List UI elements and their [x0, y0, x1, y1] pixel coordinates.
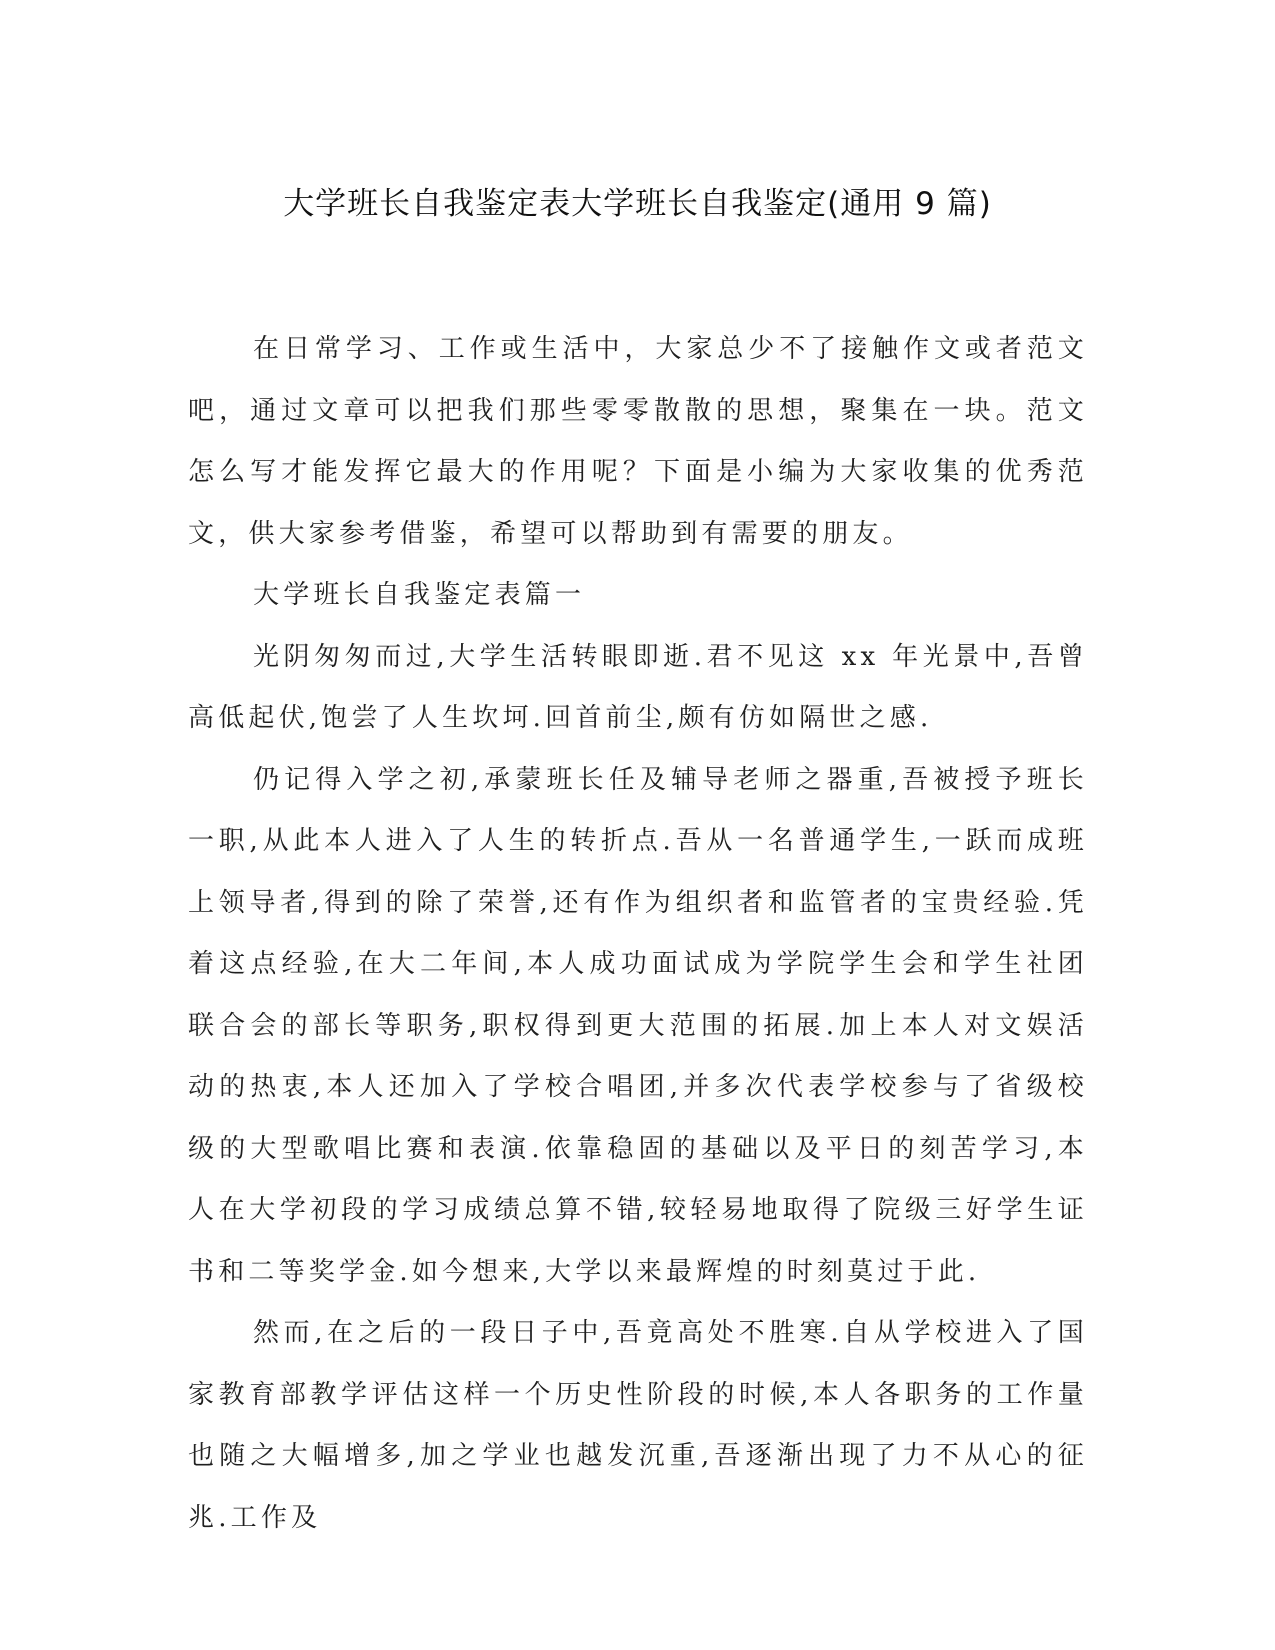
body-paragraph-2: 仍记得入学之初,承蒙班长任及辅导老师之器重,吾被授予班长一职,从此本人进入了人生的转折点.吾从一名普通学生,一跃而成班上领导者,得到的除了荣誉,还有作为组织者和监管者的宝贵经验.凭着这点经验,在大二年间,本人成功面试成为学院学生会和学生社团联合会的部长等职务,职权得到更大范围的拓展.加上本人对文娱活动的热衷,本人还加入了学校合唱团,并多次代表学校参与了省级校级的大型歌唱比赛和表演.依靠稳固的基础以及平日的刻苦学习,本人在大学初段的学习成绩总算不错,较轻易地取得了院级三好学生证书和二等奖学金.如今想来,大学以来最辉煌的时刻莫过于此. [188, 764, 1088, 1287]
intro-paragraph: 在日常学习、工作或生活中，大家总少不了接触作文或者范文吧，通过文章可以把我们那些零零散散的思想，聚集在一块。范文怎么写才能发挥它最大的作用呢？下面是小编为大家收集的优秀范文，供大家参考借鉴，希望可以帮助到有需要的朋友。 [188, 334, 1088, 549]
document-body [188, 319, 1088, 1549]
document-title: 大学班长自我鉴定表大学班长自我鉴定(通用 9 篇) [283, 186, 992, 222]
section-heading: 大学班长自我鉴定表篇一 [253, 580, 586, 610]
body-paragraph-1: 光阴匆匆而过,大学生活转眼即逝.君不见这 xx 年光景中,吾曾高低起伏,饱尝了人生坎坷.回首前尘,颇有仿如隔世之感. [188, 641, 1088, 733]
body-paragraph-3: 然而,在之后的一段日子中,吾竟高处不胜寒.自从学校进入了国家教育部教学评估这样一个历史性阶段的时候,本人各职务的工作量也随之大幅增多,加之学业也越发沉重,吾逐渐出现了力不从心的征兆.工作及 [188, 1318, 1088, 1533]
